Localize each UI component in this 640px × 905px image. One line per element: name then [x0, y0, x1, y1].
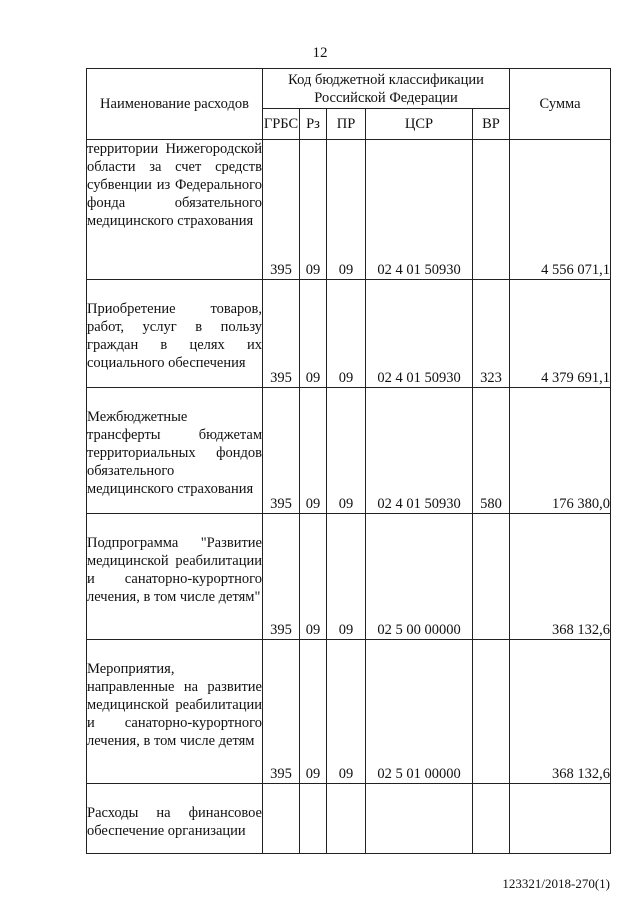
table-row: [87, 140, 611, 280]
row-pr: 09: [327, 514, 366, 640]
row-pr: 09: [327, 640, 366, 784]
row-vr: 323: [473, 280, 510, 388]
row-grbs: 395: [263, 388, 300, 514]
row-csr: [366, 784, 473, 854]
row-csr: 02 5 00 00000: [366, 514, 473, 640]
row-grbs: 395: [263, 280, 300, 388]
row-pr: 09: [327, 280, 366, 388]
document-id: 123321/2018-270(1): [502, 876, 610, 891]
page-number: 12: [312, 45, 328, 61]
row-rz: 09: [300, 640, 327, 784]
row-sum: 368 132,6: [510, 640, 611, 784]
row-grbs: 395: [263, 140, 300, 280]
row-pr: [327, 784, 366, 854]
row-name: Межбюджетные трансферты бюджетам территориальных фондов обязательного медицинского страхования: [87, 388, 263, 514]
row-csr: 02 4 01 50930: [366, 140, 473, 280]
header-vr: ВР: [473, 109, 510, 140]
row-csr: 02 4 01 50930: [366, 388, 473, 514]
budget-table: [86, 68, 611, 854]
row-vr: [473, 140, 510, 280]
row-sum: 368 132,6: [510, 514, 611, 640]
row-name: территории Нижегородской области за счет средств субвенции из Федерального фонда обязательного медицинского страхования: [87, 140, 263, 280]
row-rz: 09: [300, 514, 327, 640]
row-vr: [473, 514, 510, 640]
row-name: Расходы на финансовое обеспечение организации: [87, 784, 263, 854]
row-grbs: 395: [263, 640, 300, 784]
table-row: [87, 514, 611, 640]
table-row: [87, 784, 611, 854]
row-sum: 4 556 071,1: [510, 140, 611, 280]
row-rz: 09: [300, 388, 327, 514]
table-row: [87, 640, 611, 784]
row-csr: 02 5 01 00000: [366, 640, 473, 784]
row-sum: 4 379 691,1: [510, 280, 611, 388]
row-name: Подпрограмма "Развитие медицинской реабилитации и санаторно-курортного лечения, в том числе детям": [87, 514, 263, 640]
row-pr: 09: [327, 388, 366, 514]
row-rz: 09: [300, 280, 327, 388]
row-rz: [300, 784, 327, 854]
row-sum: 176 380,0: [510, 388, 611, 514]
header-sum: Сумма: [510, 69, 611, 140]
row-vr: 580: [473, 388, 510, 514]
row-vr: [473, 640, 510, 784]
row-pr: 09: [327, 140, 366, 280]
row-name: Приобретение товаров, работ, услуг в пользу граждан в целях их социального обеспечения: [87, 280, 263, 388]
header-pr: ПР: [327, 109, 366, 140]
header-rz: Рз: [300, 109, 327, 140]
row-grbs: [263, 784, 300, 854]
header-code-group: Код бюджетной классификации Российской Федерации: [263, 69, 510, 109]
row-sum: [510, 784, 611, 854]
row-name: Мероприятия, направленные на развитие медицинской реабилитации и санаторно-курортного лечения, в том числе детям: [87, 640, 263, 784]
row-grbs: 395: [263, 514, 300, 640]
table-row: [87, 280, 611, 388]
header-csr: ЦСР: [366, 109, 473, 140]
row-rz: 09: [300, 140, 327, 280]
table-row: [87, 388, 611, 514]
row-csr: 02 4 01 50930: [366, 280, 473, 388]
row-vr: [473, 784, 510, 854]
header-name: Наименование расходов: [87, 69, 263, 140]
header-grbs: ГРБС: [263, 109, 300, 140]
